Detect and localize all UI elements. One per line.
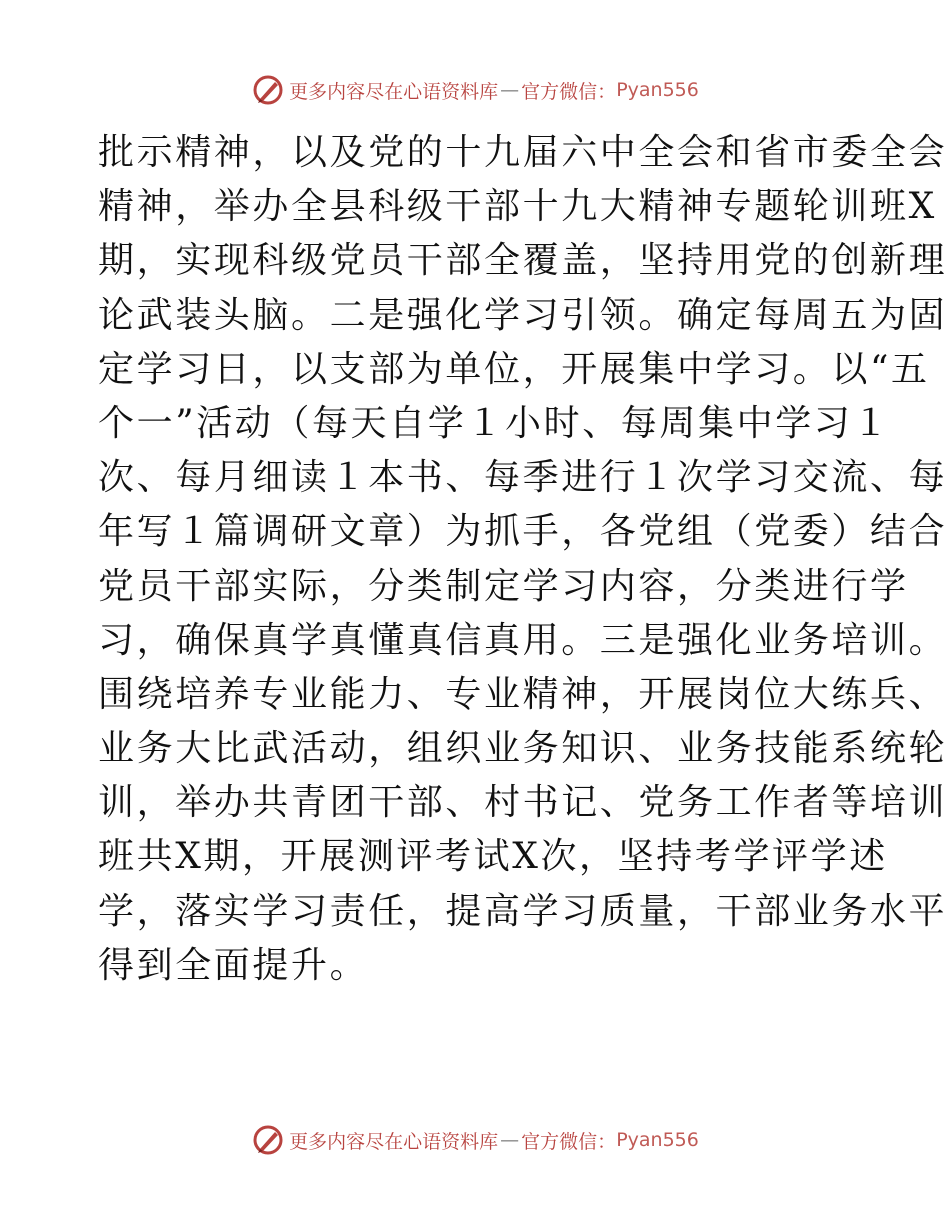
- body-line: 定学习日，以支部为单位，开展集中学习。以“五: [98, 348, 930, 390]
- banner-dash: —: [500, 1129, 520, 1151]
- banner-handle: Pyan556: [616, 79, 699, 101]
- banner-title: 更多内容尽在心语资料库: [289, 1130, 499, 1153]
- header-banner: [0, 70, 950, 110]
- body-line: 个一”活动（每天自学１小时、每周集中学习１: [98, 402, 892, 444]
- body-line: 业务大比武活动，组织业务知识、业务技能系统轮: [98, 728, 948, 770]
- body-line: 批示精神，以及党的十九届六中全会和省市委全会: [98, 132, 948, 173]
- body-line: 年写１篇调研文章）为抓手，各党组（党委）结合: [98, 511, 948, 553]
- body-line: 期，实现科级党员干部全覆盖，坚持用党的创新理: [98, 240, 948, 282]
- body-line: 精神，举办全县科级干部十九大精神专题轮训班Ⅹ: [98, 186, 937, 228]
- quill-logo-icon: [251, 1123, 285, 1157]
- banner-handle: Pyan556: [616, 1129, 699, 1151]
- body-line: 训，举办共青团干部、村书记、党务工作者等培训: [98, 782, 948, 824]
- document-body: [98, 126, 948, 993]
- quill-logo-icon: [251, 73, 285, 107]
- banner-label: 官方微信：: [521, 1130, 617, 1153]
- body-line: 次、每月细读１本书、每季进行１次学习交流、每: [98, 457, 948, 499]
- banner-dash: —: [500, 79, 520, 101]
- body-line: 班共Ⅹ期，开展测评考试Ⅹ次，坚持考学评学述: [98, 836, 888, 878]
- body-line: 论武装头脑。二是强化学习引领。确定每周五为固: [98, 294, 948, 336]
- body-line: 得到全面提升。: [98, 944, 369, 986]
- footer-banner: [0, 1120, 950, 1160]
- body-line: 党员干部实际，分类制定学习内容，分类进行学: [98, 565, 909, 607]
- body-line: 学，落实学习责任，提高学习质量，干部业务水平: [98, 890, 948, 932]
- body-line: 围绕培养专业能力、专业精神，开展岗位大练兵、: [98, 673, 948, 715]
- body-line: 习，确保真学真懂真信真用。三是强化业务培训。: [98, 619, 948, 661]
- banner-title: 更多内容尽在心语资料库: [289, 80, 499, 103]
- banner-label: 官方微信：: [521, 80, 617, 103]
